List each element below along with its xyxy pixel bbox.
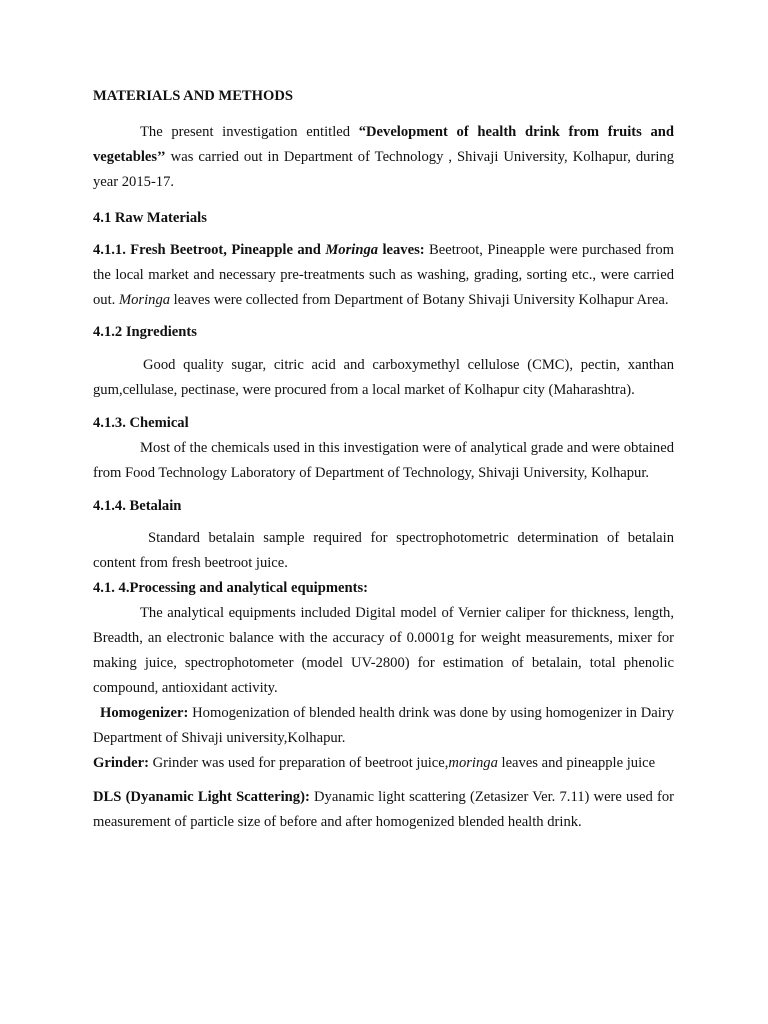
grinder-label: Grinder: (93, 755, 149, 771)
project-title: “Development of health drink from fruits and vegetables’’ (93, 124, 674, 165)
homogenizer-text: Homogenization of blended health drink was done by using homogenizer in Dairy Department of Shivaji university,Kolhapur. (93, 705, 674, 746)
grinder-paragraph (93, 751, 674, 776)
raw-materials-heading: 4.1 Raw Materials (93, 210, 207, 226)
grinder-text-2: leaves and pineapple juice (497, 755, 656, 771)
betalain-paragraph: Standard betalain sample required for spectrophotometric determination of betalain content from fresh beetroot juice. (93, 530, 674, 571)
document-page (93, 84, 674, 835)
grinder-text-1: Grinder was used for preparation of beetroot juice, (148, 755, 449, 771)
intro-paragraph (93, 120, 674, 195)
dls-text: Dyanamic light scattering (Zetasizer Ver. 7.11) were used for measurement of particle size of before and after homogenized blended health drink. (93, 789, 674, 830)
intro-text-1: The present investigation entitled (140, 124, 359, 140)
dls-label: DLS (Dyanamic Light Scattering): (93, 789, 310, 805)
fresh-heading-1: 4.1.1. Fresh Beetroot, Pineapple and (93, 242, 326, 258)
fresh-heading-moringa: Moringa (325, 242, 379, 258)
ingredients-paragraph: Good quality sugar, citric acid and carboxymethyl cellulose (CMC), pectin, xanthan gum,cellulase, pectinase, were procured from a local market of Kolhapur city (Maharashtra). (93, 357, 674, 398)
processing-paragraph: The analytical equipments included Digital model of Vernier caliper for thickness, length, Breadth, an electronic balance with the accuracy of 0.0001g for weight measurements, mixer for making juice, spectrophotometer (model UV-2800) for estimation of betalain, total phenolic compound, antioxidant activity. (93, 605, 674, 696)
section-title: MATERIALS AND METHODS (93, 88, 294, 104)
chemical-heading: 4.1.3. Chemical (93, 415, 189, 431)
processing-heading: 4.1. 4.Processing and analytical equipments: (93, 580, 369, 596)
betalain-heading: 4.1.4. Betalain (93, 498, 182, 514)
intro-text-2: was carried out in Department of Technology , Shivaji University, Kolhapur, during year 2015-17. (93, 149, 674, 190)
fresh-text-1: Beetroot, Pineapple were purchased from the local market and necessary pre-treatments such as washing, grading, sorting etc., were carried out. (93, 242, 675, 308)
ingredients-heading: 4.1.2 Ingredients (93, 324, 197, 340)
grinder-moringa: moringa (448, 755, 498, 771)
homogenizer-paragraph (93, 701, 674, 751)
fresh-paragraph (93, 238, 674, 313)
fresh-text-2: leaves were collected from Department of Botany Shivaji University Kolhapur Area. (170, 292, 669, 308)
dls-paragraph (93, 785, 674, 835)
chemical-paragraph: Most of the chemicals used in this investigation were of analytical grade and were obtained from Food Technology Laboratory of Department of Technology, Shivaji University, Kolhapur. (93, 440, 674, 481)
fresh-heading-2: leaves: (378, 242, 425, 258)
fresh-moringa: Moringa (118, 292, 171, 308)
homogenizer-label: Homogenizer: (100, 705, 189, 721)
